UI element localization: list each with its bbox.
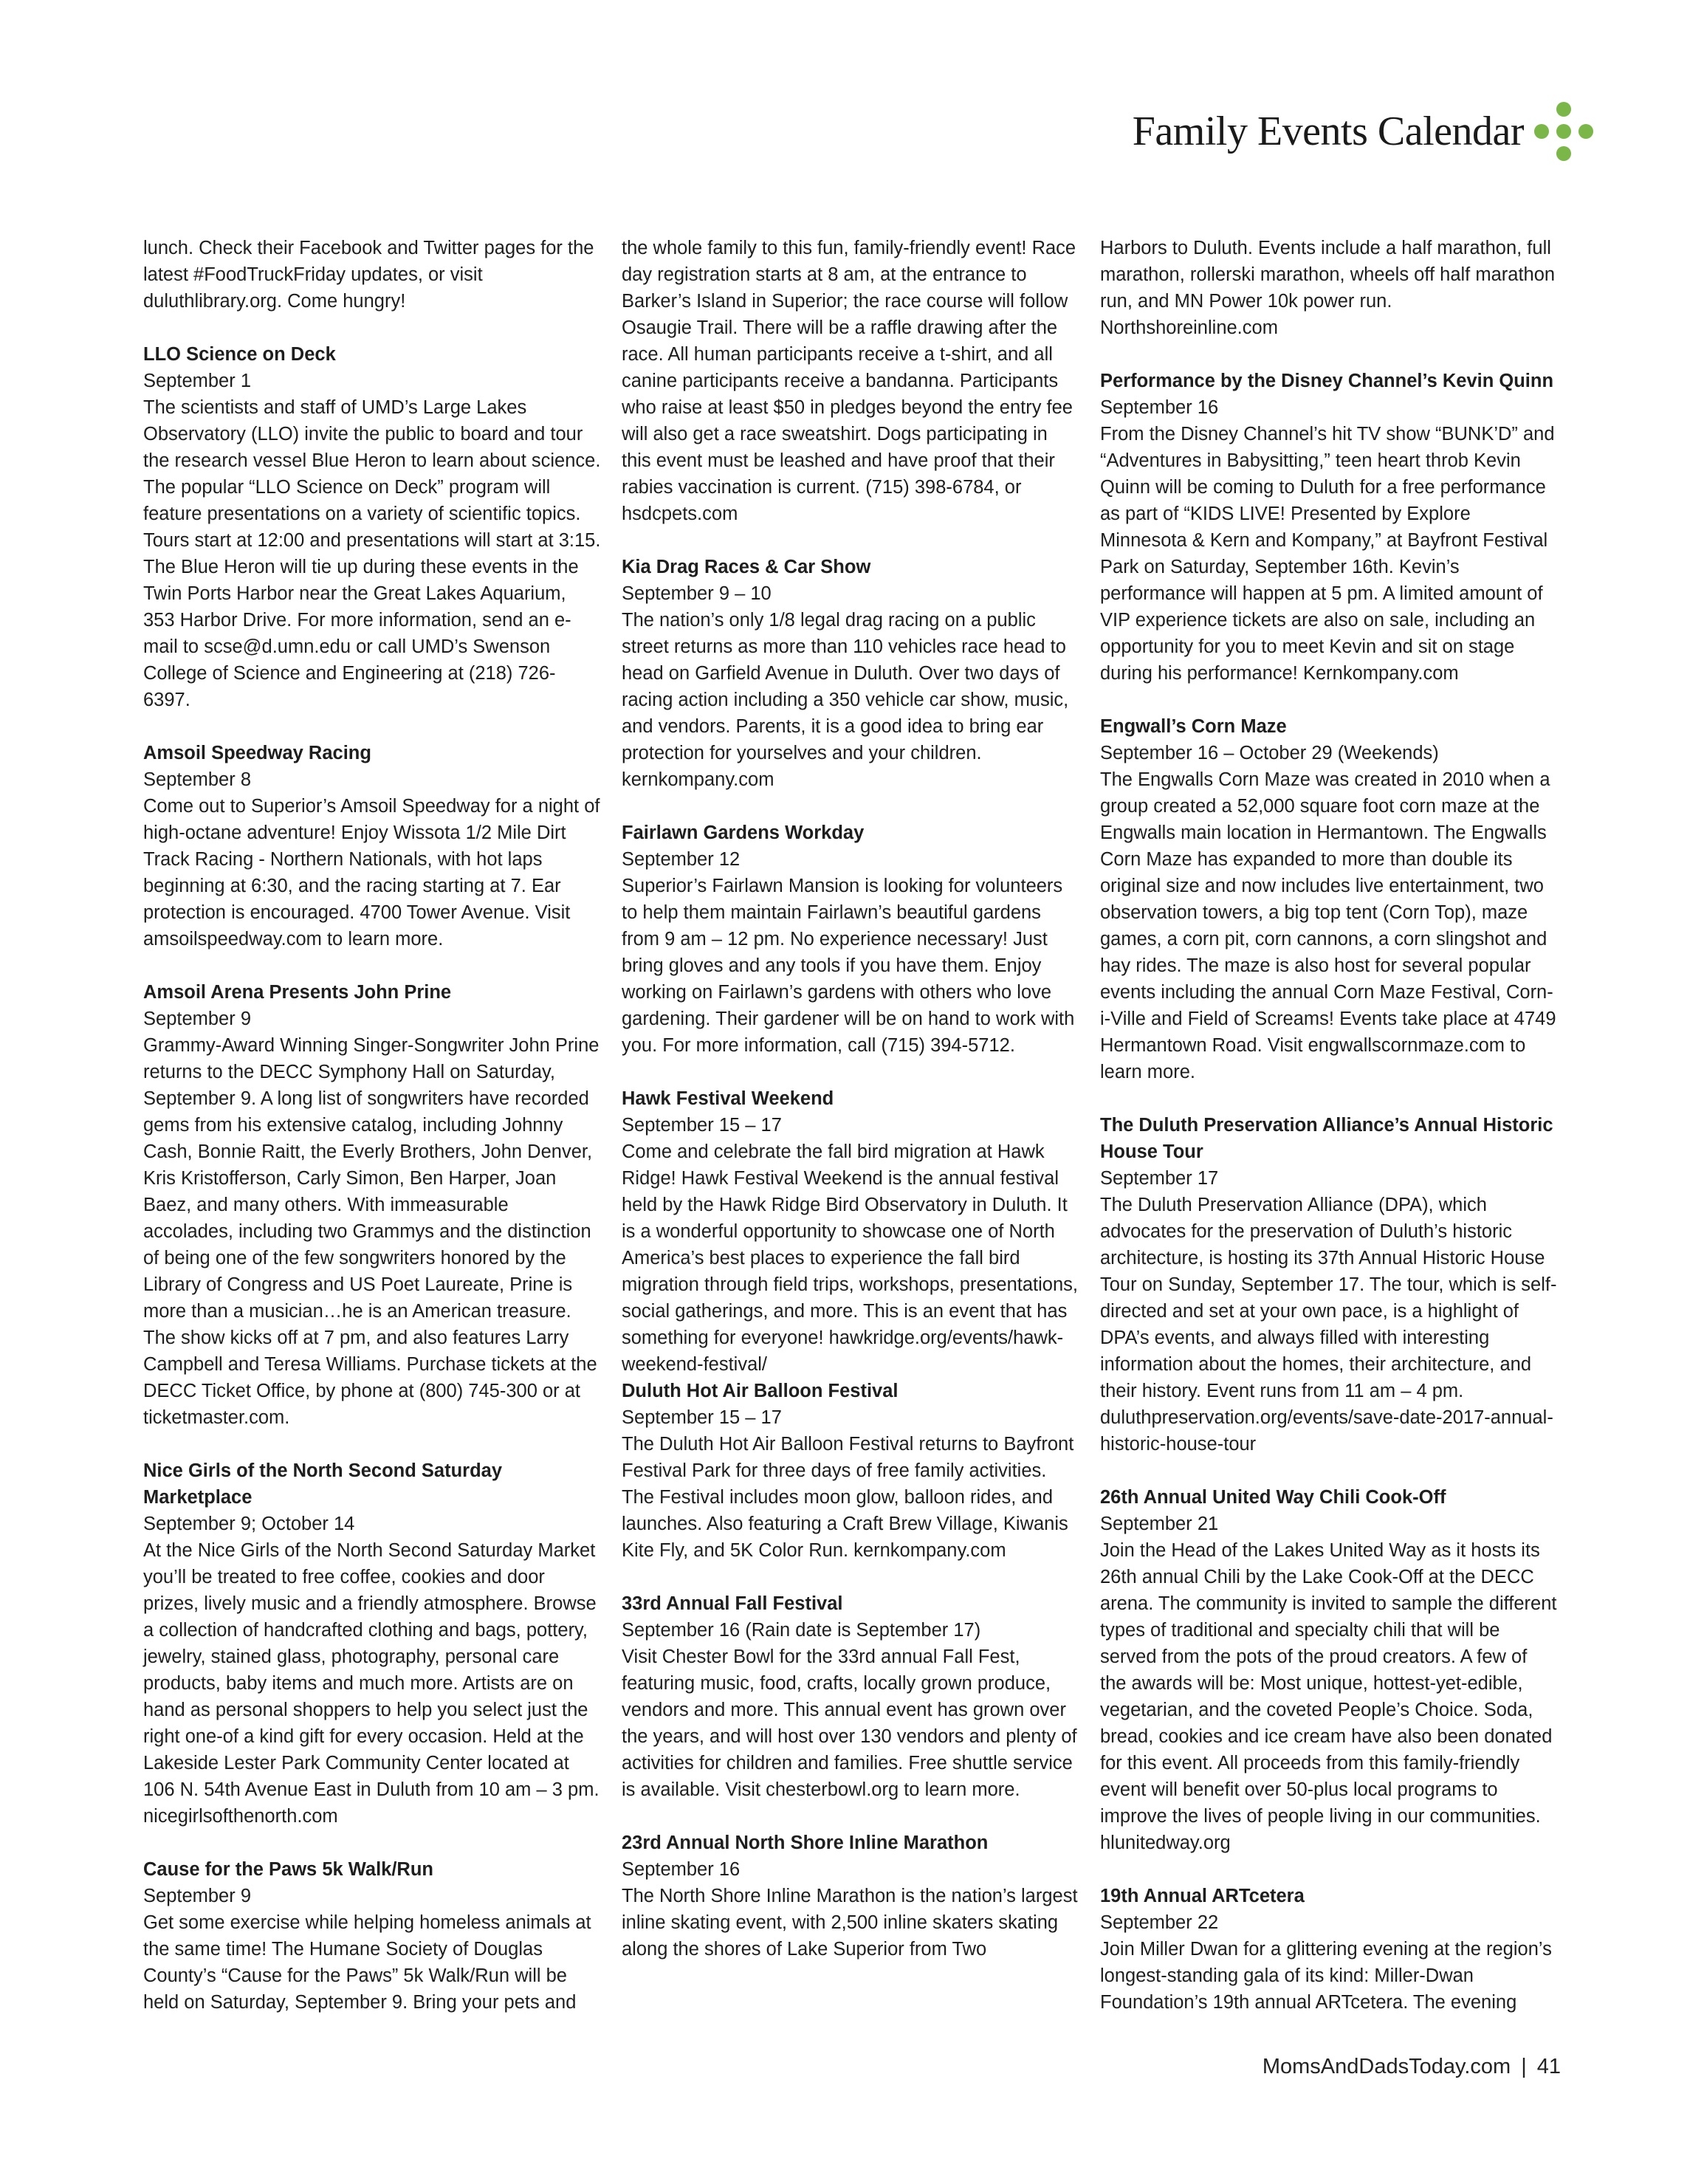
event-description: The nation’s only 1/8 legal drag racing on a public street returns as more than 110 vehicles race head to head on Garfield Avenue in Duluth. Over two days of racing action including a 350 vehicle car show, music, and vendors. Parents, it is a good idea to bring ear protection for yourselves and your children. kernkompany.com xyxy=(622,610,1069,790)
event-description: The Duluth Hot Air Balloon Festival returns to Bayfront Festival Park for three days of free family activities. The Festival includes moon glow, balloon rides, and launches. Also featuring a Craft Brew Village, Kiwanis Kite Fly, and 5K Color Run. kernkompany.com xyxy=(622,1434,1074,1561)
event-title: Engwall’s Corn Maze xyxy=(1100,716,1287,737)
event-block xyxy=(1100,235,1558,341)
event-title: Amsoil Speedway Racing xyxy=(143,743,371,763)
column-right xyxy=(1100,235,1558,2042)
page-title: Family Events Calendar xyxy=(1132,109,1524,154)
event-date: September 9 – 10 xyxy=(622,583,772,604)
event-block xyxy=(622,235,1079,527)
event-description: The Duluth Preservation Alliance (DPA), which advocates for the preservation of Duluth’s historic architecture, is hosting its 37th Annual Historic House Tour on Sunday, September 17. The tour, which is self-directed and set at your own pace, is a highlight of DPA’s events, and always filled with interesting information about the homes, their architecture, and their history. Event runs from 11 am – 4 pm. duluthpreservation.org/events/save-date-2017-annual-historic-house-tour xyxy=(1100,1195,1557,1455)
column-left xyxy=(143,235,601,2042)
event-date: September 15 – 17 xyxy=(622,1407,782,1428)
event-date: September 8 xyxy=(143,769,252,790)
event-description: Come and celebrate the fall bird migration at Hawk Ridge! Hawk Festival Weekend is the annual festival held by the Hawk Ridge Bird Observatory in Duluth. It is a wonderful opportunity to showcase one of North America’s best places to experience the fall bird migration through field trips, workshops, presentations, social gatherings, and more. This is an event that has something for everyone! hawkridge.org/events/hawk-weekend-festival/ xyxy=(622,1141,1078,1375)
footer-site: MomsAndDadsToday.com xyxy=(1262,2055,1511,2078)
event-date: September 22 xyxy=(1100,1912,1219,1933)
event-date: September 9 xyxy=(143,1009,252,1029)
event-block xyxy=(143,235,601,315)
event-description: The Engwalls Corn Maze was created in 2010 when a group created a 52,000 square foot corn maze at the Engwalls main location in Hermantown. The Engwalls Corn Maze has expanded to more than double its original size and now includes live entertainment, two observation towers, a big top tent (Corn Top), maze games, a corn pit, corn cannons, a corn slingshot and hay rides. The maze is also host for several popular events including the annual Corn Maze Festival, Corn-i-Ville and Field of Screams! Events take place at 4749 Hermantown Road. Visit engwallscornmaze.com to learn more. xyxy=(1100,769,1556,1082)
event-description: Get some exercise while helping homeless animals at the same time! The Humane Society of Douglas County’s “Cause for the Paws” 5k Walk/Run will be held on Saturday, September 9. Bring your pets and xyxy=(143,1912,591,2013)
page-header xyxy=(1133,102,1593,161)
event-description: the whole family to this fun, family-friendly event! Race day registration starts at 8 am, at the entrance to Barker’s Island in Superior; the race course will follow Osaugie Trail. There will be a raffle drawing after the race. All human participants receive a t-shirt, and all canine participants receive a bandanna. Participants who raise at least $50 in pledges beyond the entry fee will also get a race sweatshirt. Dogs participating in this event must be leashed and have proof that their rabies vaccination is current. (715) 398-6784, or hsdcpets.com xyxy=(622,238,1076,524)
event-title: Kia Drag Races & Car Show xyxy=(622,557,871,577)
column-middle xyxy=(622,235,1079,1989)
event-title: 26th Annual United Way Chili Cook-Off xyxy=(1100,1487,1446,1508)
event-date: September 9; October 14 xyxy=(143,1514,355,1534)
event-block xyxy=(143,740,601,952)
event-title: 23rd Annual North Shore Inline Marathon xyxy=(622,1833,989,1853)
event-block xyxy=(622,1830,1079,1962)
event-description: Superior’s Fairlawn Mansion is looking for volunteers to help them maintain Fairlawn’s beautiful gardens from 9 am – 12 pm. No experience necessary! Just bring gloves and any tools if you have them. Enjoy working on Fairlawn’s gardens with others who love gardening. Their gardener will be on hand to work with you. For more information, call (715) 394-5712. xyxy=(622,876,1075,1056)
event-description: The scientists and staff of UMD’s Large Lakes Observatory (LLO) invite the public to board and tour the research vessel Blue Heron to learn about science. The popular “LLO Science on Deck” program will feature presentations on a variety of scientific topics. Tours start at 12:00 and presentations will start at 3:15. The Blue Heron will tie up during these events in the Twin Ports Harbor near the Great Lakes Aquarium, 353 Harbor Drive. For more information, send an e-mail to scse@d.umn.edu or call UMD’s Swenson College of Science and Engineering at (218) 726-6397. xyxy=(143,397,601,710)
event-date: September 16 (Rain date is September 17) xyxy=(622,1620,981,1641)
event-description: The North Shore Inline Marathon is the nation’s largest inline skating event, with 2,500 inline skaters skating along the shores of Lake Superior from Two xyxy=(622,1886,1078,1960)
event-date: September 21 xyxy=(1100,1514,1219,1534)
event-title: Performance by the Disney Channel’s Kevin Quinn xyxy=(1100,371,1554,391)
event-block xyxy=(1100,713,1558,1085)
event-title: LLO Science on Deck xyxy=(143,344,336,365)
event-title: Nice Girls of the North Second Saturday Marketplace xyxy=(143,1460,503,1508)
event-description: Visit Chester Bowl for the 33rd annual Fall Fest, featuring music, food, crafts, locally grown produce, vendors and more. This annual event has grown over the years, and will host over 130 vendors and plenty of activities for children and families. Free shuttle service is available. Visit chesterbowl.org to learn more. xyxy=(622,1646,1077,1800)
event-block xyxy=(1100,368,1558,687)
event-description: At the Nice Girls of the North Second Saturday Market you’ll be treated to free coffee, cookies and door prizes, lively music and a friendly atmosphere. Browse a collection of handcrafted clothing and bags, pottery, jewelry, stained glass, photography, personal care products, baby items and much more. Artists are on hand as personal shoppers to help you select just the right one-of a kind gift for every occasion. Held at the Lakeside Lester Park Community Center located at 106 N. 54th Avenue East in Duluth from 10 am – 3 pm. nicegirlsofthenorth.com xyxy=(143,1540,600,1827)
event-date: September 16 xyxy=(1100,397,1219,418)
event-date: September 9 xyxy=(143,1886,252,1906)
green-dots-logo-icon xyxy=(1534,102,1593,161)
event-title: 33rd Annual Fall Festival xyxy=(622,1593,843,1614)
event-block xyxy=(143,341,601,713)
event-description: Grammy-Award Winning Singer-Songwriter John Prine returns to the DECC Symphony Hall on Saturday, September 9. A long list of songwriters have recorded gems from his extensive catalog, including Johnny Cash, Bonnie Raitt, the Everly Brothers, John Denver, Kris Kristofferson, Carly Simon, Ben Harper, Joan Baez, and many others. With immeasurable accolades, including two Grammys and the distinction of being one of the few songwriters honored by the Library of Congress and US Poet Laureate, Prine is more than a musician…he is an American treasure. The show kicks off at 7 pm, and also features Larry Campbell and Teresa Williams. Purchase tickets at the DECC Ticket Office, by phone at (800) 745-300 or at ticketmaster.com. xyxy=(143,1035,600,1428)
event-title: Cause for the Paws 5k Walk/Run xyxy=(143,1859,433,1880)
event-date: September 15 – 17 xyxy=(622,1115,782,1136)
event-date: September 12 xyxy=(622,849,741,870)
event-title: The Duluth Preservation Alliance’s Annual Historic House Tour xyxy=(1100,1115,1553,1162)
event-block xyxy=(622,820,1079,1059)
event-date: September 1 xyxy=(143,371,252,391)
footer-separator: | xyxy=(1521,2055,1527,2078)
event-block xyxy=(622,1378,1079,1564)
event-date: September 16 – October 29 (Weekends) xyxy=(1100,743,1439,763)
event-description: From the Disney Channel’s hit TV show “BUNK’D” and “Adventures in Babysitting,” teen heart throb Kevin Quinn will be coming to Duluth for a free performance as part of “KIDS LIVE! Presented by Explore Minnesota & Kern and Kompany,” at Bayfront Festival Park on Saturday, September 16th. Kevin’s performance will happen at 5 pm. A limited amount of VIP experience tickets are also on sale, including an opportunity for you to meet Kevin and sit on stage during his performance! Kernkompany.com xyxy=(1100,424,1555,684)
event-title: Hawk Festival Weekend xyxy=(622,1088,834,1109)
event-date: September 17 xyxy=(1100,1168,1219,1189)
event-block xyxy=(143,1856,601,2016)
event-description: Harbors to Duluth. Events include a half marathon, full marathon, rollerski marathon, wheels off half marathon run, and MN Power 10k power run. Northshoreinline.com xyxy=(1100,238,1556,338)
event-title: Amsoil Arena Presents John Prine xyxy=(143,982,452,1003)
event-block xyxy=(622,1085,1079,1378)
event-block xyxy=(622,1590,1079,1803)
event-date: September 16 xyxy=(622,1859,741,1880)
event-block xyxy=(622,554,1079,793)
event-description: Join Miller Dwan for a glittering evening at the region’s longest-standing gala of its kind: Miller-Dwan Foundation’s 19th annual ARTcetera. The evening xyxy=(1100,1939,1552,2013)
event-block xyxy=(143,979,601,1431)
event-block xyxy=(1100,1484,1558,1856)
event-description: Come out to Superior’s Amsoil Speedway for a night of high-octane adventure! Enjoy Wissota 1/2 Mile Dirt Track Racing - Northern Nationals, with hot laps beginning at 6:30, and the racing starting at 7. Ear protection is encouraged. 4700 Tower Avenue. Visit amsoilspeedway.com to learn more. xyxy=(143,796,600,950)
event-title: Fairlawn Gardens Workday xyxy=(622,823,865,843)
event-title: Duluth Hot Air Balloon Festival xyxy=(622,1381,899,1401)
event-listing-columns xyxy=(143,235,1557,2022)
event-block xyxy=(1100,1112,1558,1457)
page-number: 41 xyxy=(1536,2055,1561,2078)
event-block xyxy=(1100,1883,1558,2016)
event-description: lunch. Check their Facebook and Twitter pages for the latest #FoodTruckFriday updates, or visit duluthlibrary.org. Come hungry! xyxy=(143,238,594,312)
event-block xyxy=(143,1457,601,1830)
page-footer xyxy=(1262,2055,1561,2079)
event-title: 19th Annual ARTcetera xyxy=(1100,1886,1305,1906)
event-description: Join the Head of the Lakes United Way as it hosts its 26th annual Chili by the Lake Cook-Off at the DECC arena. The community is invited to sample the different types of traditional and specialty chili that will be served from the pots of the proud creators. A few of the awards will be: Most unique, hottest-yet-edible, vegetarian, and the coveted People’s Choice. Soda, bread, cookies and ice cream have also been donated for this event. All proceeds from this family-friendly event will benefit over 50-plus local programs to improve the lives of people living in our communities. hlunitedway.org xyxy=(1100,1540,1557,1853)
